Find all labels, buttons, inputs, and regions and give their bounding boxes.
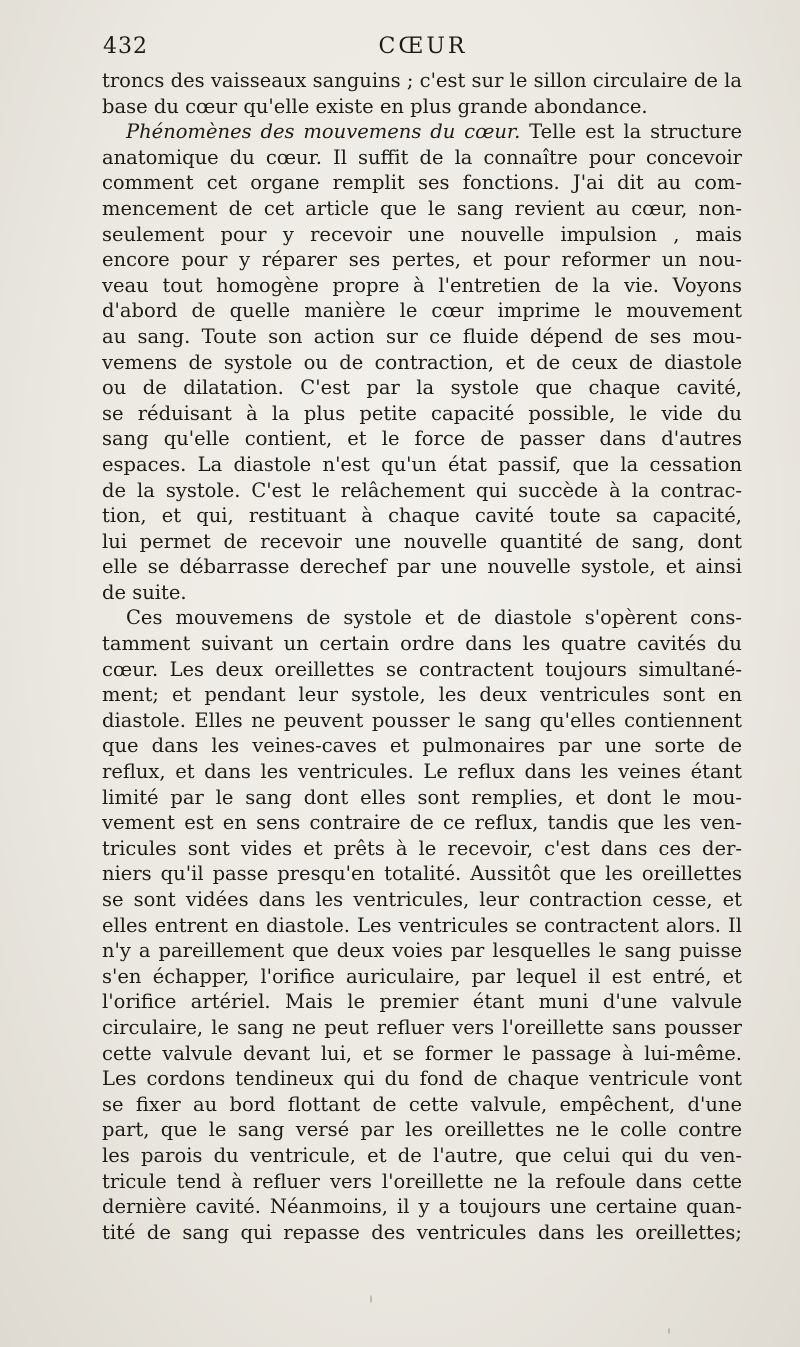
page-number: 432 xyxy=(103,34,148,59)
paper-speck xyxy=(370,1295,372,1303)
text-line: ou de dilatation. C'est par la systole que chaque cavité, xyxy=(102,376,742,400)
text-line: ment; et pendant leur systole, les deux ventricules sont en xyxy=(102,683,742,707)
text-line: vement est en sens contraire de ce reflux, tandis que les ven- xyxy=(102,811,742,835)
text-line: veau tout homogène propre à l'entretien de la vie. Voyons xyxy=(102,273,742,297)
text-line: cette valvule devant lui, et se former le passage à lui-même. xyxy=(102,1041,742,1065)
text-line: vemens de systole ou de contraction, et de ceux de diastole xyxy=(102,350,742,374)
text-line: mencement de cet article que le sang revient au cœur, non- xyxy=(102,196,742,220)
text-line: Ces mouvemens de systole et de diastole s'opèrent cons- xyxy=(126,606,742,630)
text-line: tricule tend à refluer vers l'oreillette ne la refoule dans cette xyxy=(102,1169,742,1193)
text-line: tamment suivant un certain ordre dans les quatre cavités du xyxy=(102,632,742,656)
text-line: seulement pour y recevoir une nouvelle impulsion , mais xyxy=(102,222,742,246)
text-line: comment cet organe remplit ses fonctions. J'ai dit au com- xyxy=(102,171,742,195)
text-line: cœur. Les deux oreillettes se contractent toujours simultané- xyxy=(102,657,742,681)
page-header xyxy=(103,34,743,66)
text-fragment: Telle est la structure xyxy=(520,120,742,144)
text-line: de suite. xyxy=(102,580,187,604)
text-line: d'abord de quelle manière le cœur imprime le mouvement xyxy=(102,299,742,323)
text-line: limité par le sang dont elles sont remplies, et dont le mou- xyxy=(102,785,742,809)
text-line: base du cœur qu'elle existe en plus grande abondance. xyxy=(102,94,648,118)
text-line: que dans les veines-caves et pulmonaires par une sorte de xyxy=(102,734,742,758)
text-line: lui permet de recevoir une nouvelle quantité de sang, dont xyxy=(102,529,742,553)
text-line: tion, et qui, restituant à chaque cavité toute sa capacité, xyxy=(102,504,742,528)
text-line: n'y a pareillement que deux voies par lesquelles le sang puisse xyxy=(102,939,742,963)
text-line: anatomique du cœur. Il suffit de la connaître pour concevoir xyxy=(102,145,742,169)
text-line: troncs des vaisseaux sanguins ; c'est sur le sillon circulaire de la xyxy=(102,69,742,92)
text-line: encore pour y réparer ses pertes, et pour reformer un nou- xyxy=(102,248,742,272)
text-line: de la systole. C'est le relâchement qui succède à la contrac- xyxy=(102,478,742,502)
text-line: sang qu'elle contient, et le force de passer dans d'autres xyxy=(102,427,742,451)
text-line: se sont vidées dans les ventricules, leur contraction cesse, et xyxy=(102,888,742,911)
text-line: diastole. Elles ne peuvent pousser le sang qu'elles contiennent xyxy=(102,708,742,732)
text-line: espaces. La diastole n'est qu'un état passif, que la cessation xyxy=(102,452,742,476)
text-line xyxy=(102,119,742,145)
text-line: se fixer au bord flottant de cette valvule, empêchent, d'une xyxy=(102,1092,742,1116)
text-line: au sang. Toute son action sur ce fluide dépend de ses mou- xyxy=(102,324,742,348)
text-line: les parois du ventricule, et de l'autre, que celui qui du ven- xyxy=(102,1143,742,1167)
text-line: elle se débarrasse derechef par une nouvelle systole, et ainsi xyxy=(102,555,742,579)
section-heading: Phénomènes des mouvemens du cœur. xyxy=(126,120,521,144)
text-line: reflux, et dans les ventricules. Le reflux dans les veines étant xyxy=(102,760,742,784)
text-line: se réduisant à la plus petite capacité possible, le vide du xyxy=(102,401,742,425)
text-line: l'orifice artériel. Mais le premier étant muni d'une valvule xyxy=(102,990,742,1014)
text-line: dernière cavité. Néanmoins, il y a toujours une certaine quan- xyxy=(102,1195,742,1219)
running-head: CŒUR xyxy=(378,34,468,59)
text-line: tité de sang qui repasse des ventricules dans les oreillettes; xyxy=(102,1220,742,1244)
text-line: elles entrent en diastole. Les ventricules se contractent alors. Il xyxy=(102,913,742,937)
body-text xyxy=(102,68,742,1245)
paper-speck xyxy=(668,1328,670,1334)
text-line: Les cordons tendineux qui du fond de chaque ventricule vont xyxy=(102,1067,742,1091)
text-line: part, que le sang versé par les oreillettes ne le colle contre xyxy=(102,1118,742,1142)
text-line: circulaire, le sang ne peut refluer vers l'oreillette sans pousser xyxy=(102,1015,742,1039)
text-line: s'en échapper, l'orifice auriculaire, par lequel il est entré, et xyxy=(102,964,742,988)
text-line: tricules sont vides et prêts à le recevoir, c'est dans ces der- xyxy=(102,836,742,860)
text-line: niers qu'il passe presqu'en totalité. Aussitôt que les oreillettes xyxy=(102,862,742,886)
